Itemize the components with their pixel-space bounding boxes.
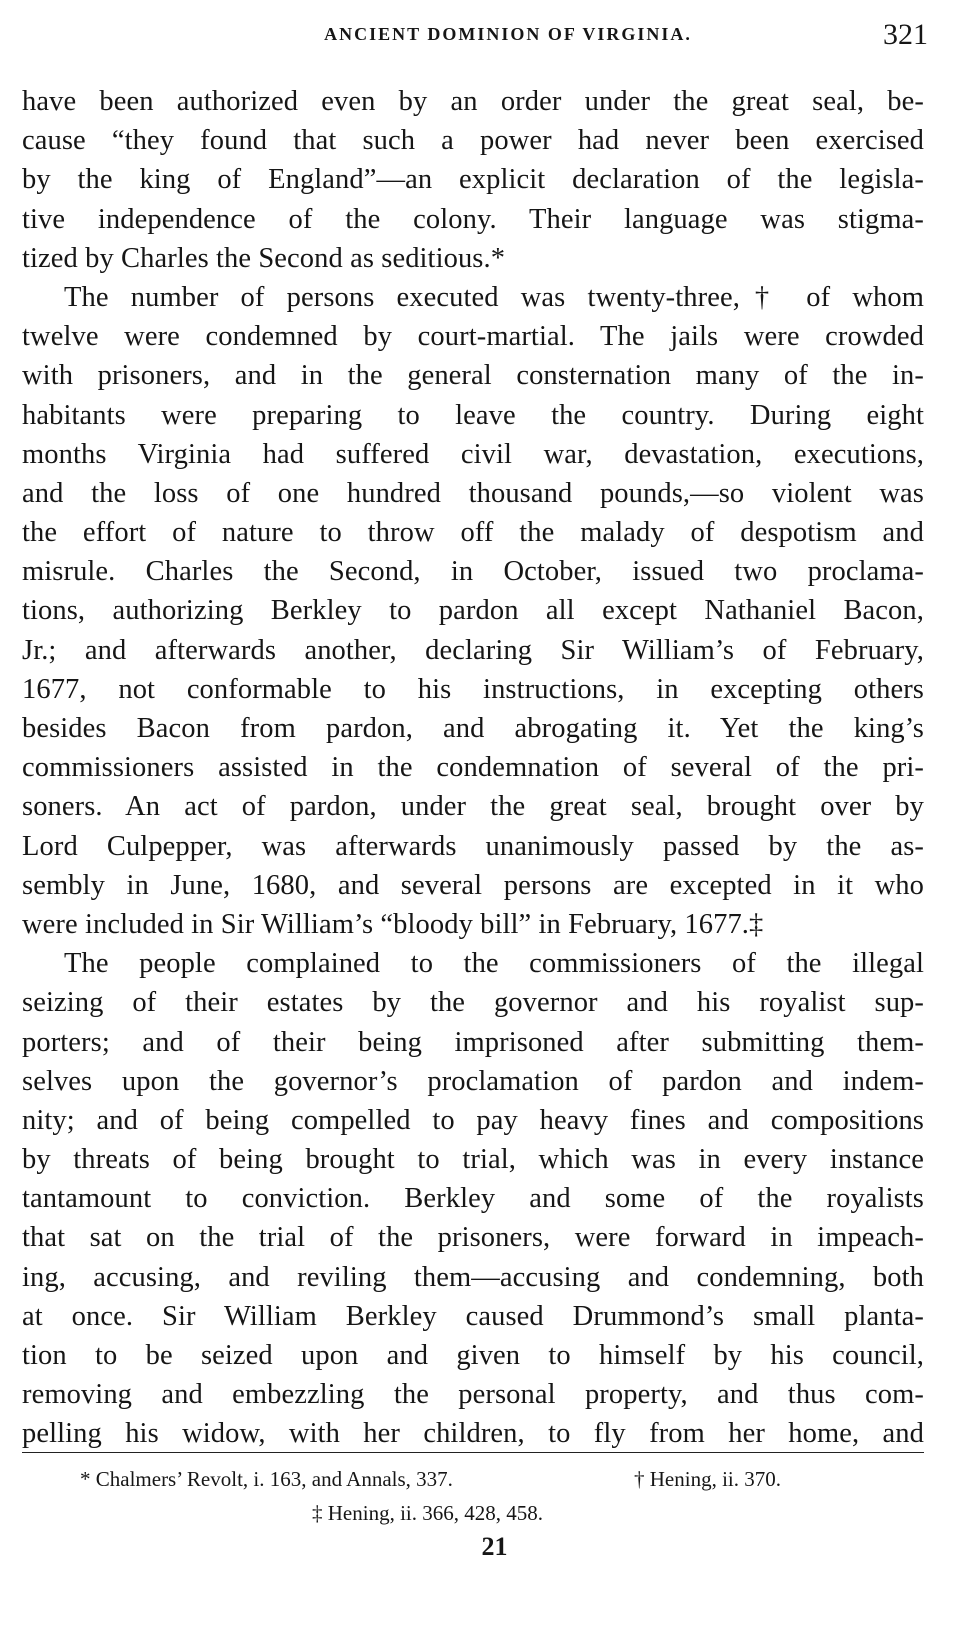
running-title: ANCIENT DOMINION OF VIRGINIA. [324,24,692,44]
text-line: sembly in June, 1680, and several persons are excepted in it who [22,869,924,901]
text-line: tions, authorizing Berkley to pardon all except Nathaniel Bacon, [22,595,924,627]
text-line: 1677, not conformable to his instructions, in excepting others [22,673,924,705]
footnote-hening-370: † Hening, ii. 370. [634,1467,781,1491]
text-line: have been authorized even by an order under the great seal, be- [22,86,924,117]
text-line: that sat on the trial of the prisoners, were forward in impeach- [22,1222,924,1254]
footnotes [22,1462,924,1530]
footnote-row [22,1496,924,1530]
text-line: the effort of nature to throw off the malady of despotism and [22,517,924,549]
text-line: soners. An act of pardon, under the great seal, brought over by [22,791,924,823]
text-line: at once. Sir William Berkley caused Drummond’s small planta- [22,1300,924,1332]
text-line: twelve were condemned by court-martial. The jails were crowded [22,321,924,353]
text-line: besides Bacon from pardon, and abrogating it. Yet the king’s [22,713,924,744]
text-line: ing, accusing, and reviling them—accusing and condemning, both [22,1261,924,1293]
text-line: cause “they found that such a power had never been exercised [22,125,924,157]
text-line: The number of persons executed was twenty-three,† of whom [64,281,924,313]
text-line: nity; and of being compelled to pay heavy fines and compositions [22,1104,924,1136]
text-line: tantamount to conviction. Berkley and some of the royalists [22,1183,924,1215]
text-line: months Virginia had suffered civil war, devastation, executions, [22,438,924,470]
footnote-chalmers: * Chalmers’ Revolt, i. 163, and Annals, 337. [80,1467,453,1491]
body-text [22,82,924,1454]
text-line: were included in Sir William’s “bloody bill” in February, 1677.‡ [22,908,764,940]
text-line: pelling his widow, with her children, to fly from her home, and [22,1418,924,1450]
text-line: tive independence of the colony. Their language was stigma- [22,203,924,235]
text-line: habitants were preparing to leave the country. During eight [22,399,924,431]
footnote-row [22,1462,924,1496]
text-line: selves upon the governor’s proclamation of pardon and indem- [22,1065,924,1097]
text-line: The people complained to the commissioners of the illegal [64,948,924,980]
text-line: and the loss of one hundred thousand pounds,—so violent was [22,477,924,509]
text-line: by the king of England”—an explicit declaration of the legisla- [22,164,924,196]
text-line: with prisoners, and in the general consternation many of the in- [22,360,924,392]
text-line: porters; and of their being imprisoned after submitting them- [22,1026,924,1058]
text-line: commissioners assisted in the condemnation of several of the pri- [22,752,924,784]
text-line: tion to be seized upon and given to himself by his council, [22,1340,924,1371]
running-head [18,18,928,58]
footnote-hening-366: ‡ Hening, ii. 366, 428, 458. [312,1501,543,1525]
text-line: Jr.; and afterwards another, declaring Sir William’s of February, [22,634,924,666]
signature-mark: 21 [481,1532,508,1561]
text-line: removing and embezzling the personal property, and thus com- [22,1379,924,1411]
text-line: seizing of their estates by the governor and his royalist sup- [22,987,924,1019]
text-line: tized by Charles the Second as seditious.* [22,242,506,274]
text-line: by threats of being brought to trial, which was in every instance [22,1144,924,1176]
text-line: misrule. Charles the Second, in October, issued two proclama- [22,556,924,588]
footnote-divider [22,1452,924,1453]
text-line: Lord Culpepper, was afterwards unanimously passed by the as- [22,830,924,862]
page-number: 321 [883,18,928,51]
